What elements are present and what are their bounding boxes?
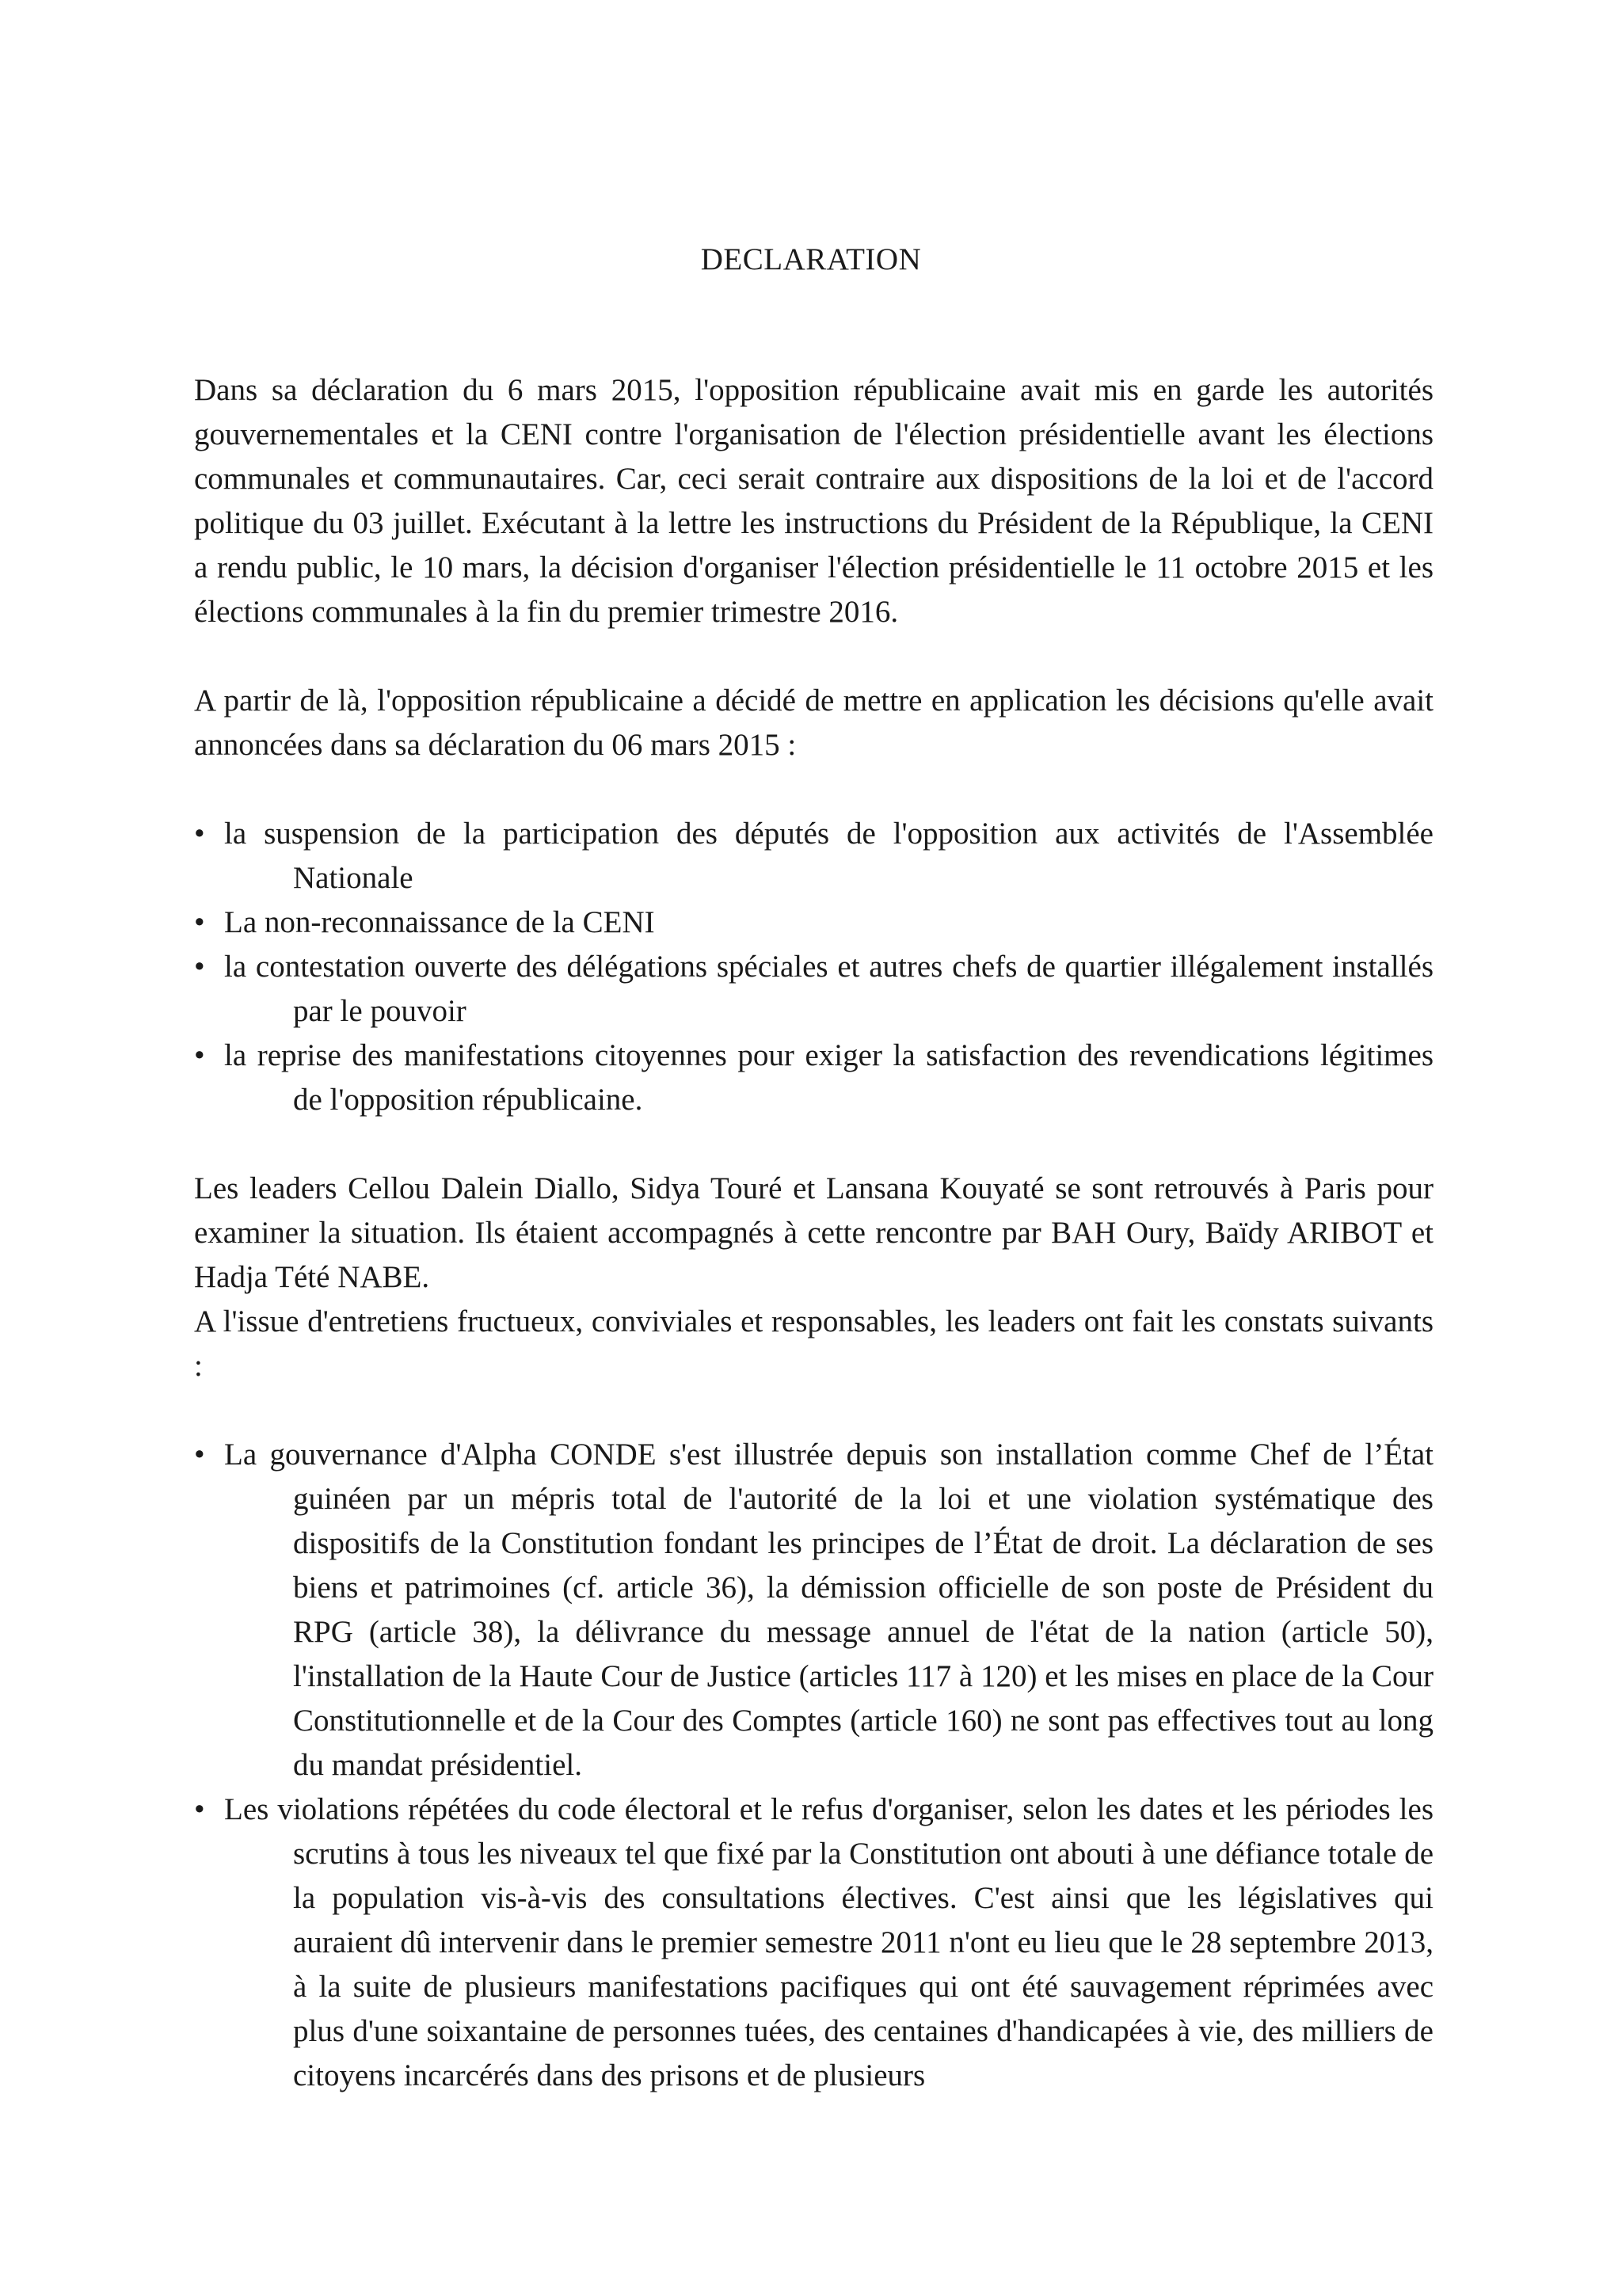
list-item-text: La gouvernance d'Alpha CONDE s'est illustrée depuis son installation comme Chef de l’État guinéen par un mépris total de l'autorité de la loi et une violation systématique des dispositifs de la Constitution fondant les principes de l’État de droit. La déclaration de ses biens et patrimoines (cf. article 36), la démission officielle de son poste de Président du RPG (article 38), la délivrance du message annuel de l'état de la nation (article 50), l'installation de la Haute Cour de Justice (articles 117 à 120) et les mises en place de la Cour Constitutionnelle et de la Cour des Comptes (article 160) ne sont pas effectives tout au long du mandat présidentiel. — [224, 1437, 1434, 1782]
paragraph-leaders: Les leaders Cellou Dalein Diallo, Sidya Touré et Lansana Kouyaté se sont retrouvés à Paris pour examiner la situation. Ils étaient accompagnés à cette rencontre par BAH Oury, Baïdy ARIBOT et Hadja Tété NABE. — [194, 1171, 1434, 1294]
list-item-text: la contestation ouverte des délégations spéciales et autres chefs de quartier illégalement installés par le pouvoir — [224, 950, 1434, 1028]
bullet-icon: • — [194, 1792, 205, 1826]
document-body — [194, 368, 1434, 2098]
paragraph-constats-intro: A l'issue d'entretiens fructueux, conviviales et responsables, les leaders ont fait les constats suivants : — [194, 1304, 1434, 1383]
decisions-list — [194, 812, 1434, 1122]
document-title: DECLARATION — [700, 242, 922, 276]
paragraph-decisions-intro: A partir de là, l'opposition républicaine a décidé de mettre en application les décisions qu'elle avait annoncées dans sa déclaration du 06 mars 2015 : — [194, 683, 1434, 762]
list-item-text: La non-reconnaissance de la CENI — [224, 905, 655, 939]
constats-list — [194, 1433, 1434, 2098]
list-item — [194, 901, 1434, 945]
list-item-text: la reprise des manifestations citoyennes pour exiger la satisfaction des revendications légitimes de l'opposition républicaine. — [224, 1038, 1434, 1117]
bullet-icon: • — [194, 817, 205, 851]
paragraph-intro: Dans sa déclaration du 6 mars 2015, l'opposition républicaine avait mis en garde les autorités gouvernementales et la CENI contre l'organisation de l'élection présidentielle avant les élections communales et communautaires. Car, ceci serait contraire aux dispositions de la loi et de l'accord politique du 03 juillet. Exécutant à la lettre les instructions du Président de la République, la CENI a rendu public, le 10 mars, la décision d'organiser l'élection présidentielle le 11 octobre 2015 et les élections communales à la fin du premier trimestre 2016. — [194, 373, 1434, 629]
list-item-text: Les violations répétées du code électoral et le refus d'organiser, selon les dates et les périodes les scrutins à tous les niveaux tel que fixé par la Constitution ont abouti à une défiance totale de la population vis-à-vis des consultations électives. C'est ainsi que les législatives qui auraient dû intervenir dans le premier semestre 2011 n'ont eu lieu que le 28 septembre 2013, à la suite de plusieurs manifestations pacifiques qui ont été sauvagement réprimées avec plus d'une soixantaine de personnes tuées, des centaines d'handicapées à vie, des milliers de citoyens incarcérés dans des prisons et de plusieurs — [224, 1792, 1434, 2092]
bullet-icon: • — [194, 1437, 205, 1472]
list-item — [194, 945, 1434, 1034]
list-item — [194, 1788, 1434, 2098]
bullet-icon: • — [194, 950, 205, 984]
list-item — [194, 1034, 1434, 1122]
list-item-text: la suspension de la participation des députés de l'opposition aux activités de l'Assemblée Nationale — [224, 817, 1434, 895]
list-item — [194, 1433, 1434, 1788]
list-item — [194, 812, 1434, 901]
bullet-icon: • — [194, 905, 205, 939]
bullet-icon: • — [194, 1038, 205, 1072]
